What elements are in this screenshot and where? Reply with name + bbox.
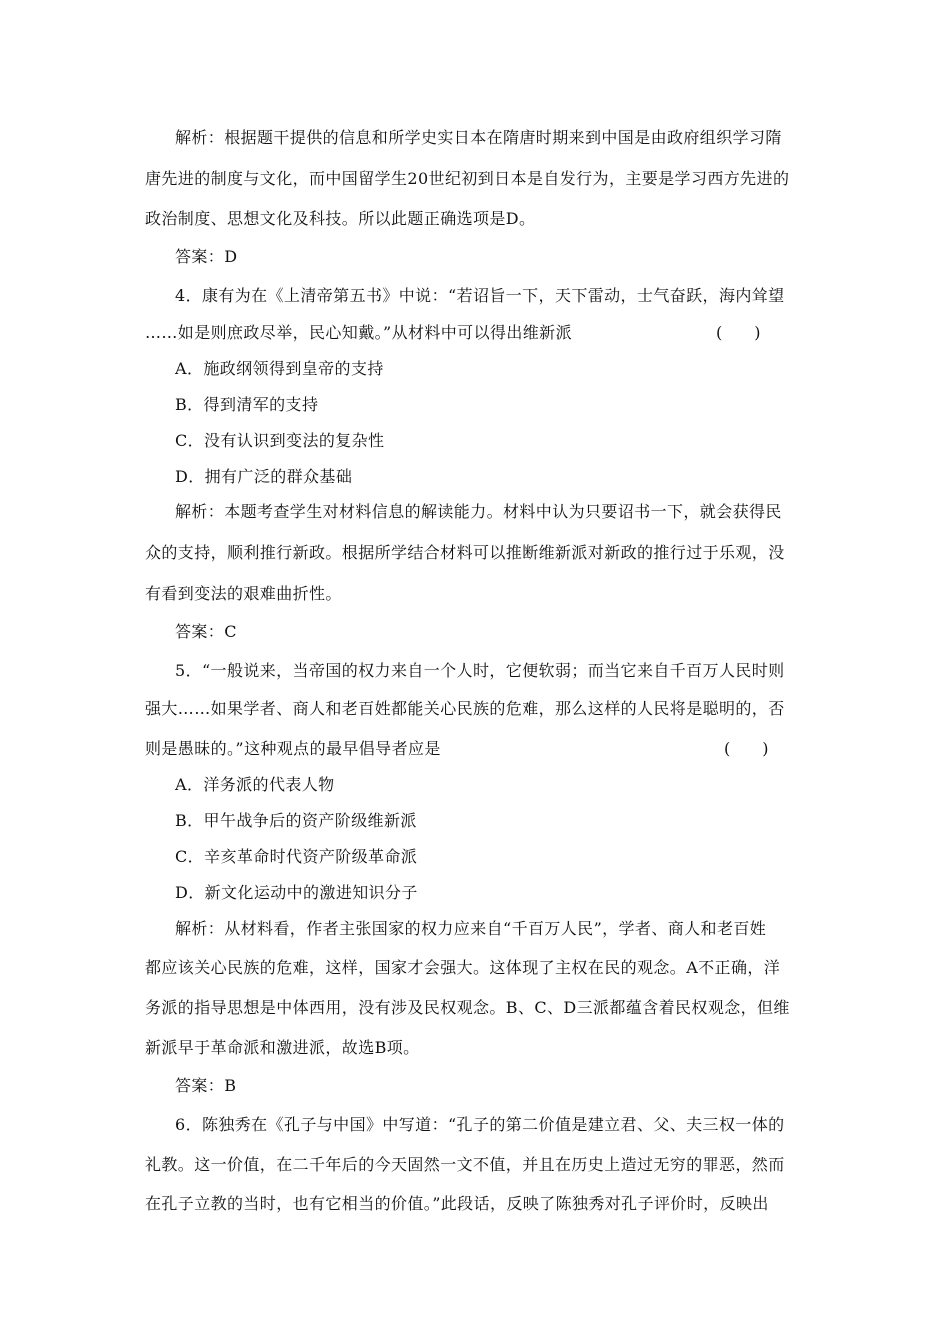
q5-analysis-line-3: 务派的指导思想是中体西用，没有涉及民权观念。B、C、D三派都蕴含着民权观念，但维 xyxy=(145,998,790,1017)
q4-answer: 答案：C xyxy=(175,622,237,641)
q5-answer: 答案：B xyxy=(175,1076,237,1095)
q5-option-b: B．甲午战争后的资产阶级维新派 xyxy=(175,811,417,830)
q5-stem-line-1: 5．“一般说来，当帝国的权力来自一个人时，它便软弱；而当它来自千百万人民时则 xyxy=(175,661,785,680)
q6-stem-line-1: 6．陈独秀在《孔子与中国》中写道：“孔子的第二价值是建立君、父、夫三权一体的 xyxy=(175,1115,785,1134)
q6-stem-line-2: 礼教。这一价值，在二千年后的今天固然一文不值，并且在历史上造过无穷的罪恶，然而 xyxy=(145,1155,785,1174)
q4-analysis-line-2: 众的支持，顺利推行新政。根据所学结合材料可以推断维新派对新政的推行过于乐观，没 xyxy=(145,543,785,562)
q5-analysis-line-4: 新派早于革命派和激进派，故选B项。 xyxy=(145,1038,420,1057)
q3-analysis-line-1: 解析：根据题干提供的信息和所学史实日本在隋唐时期来到中国是由政府组织学习隋 xyxy=(175,128,782,147)
q4-option-d: D．拥有广泛的群众基础 xyxy=(175,467,353,486)
q5-stem-line-2: 强大……如果学者、商人和老百姓都能关心民族的危难，那么这样的人民将是聪明的，否 xyxy=(145,699,785,718)
q4-option-a: A．施政纲领得到皇帝的支持 xyxy=(175,359,384,378)
q5-option-a: A．洋务派的代表人物 xyxy=(175,775,335,794)
q4-analysis-line-3: 有看到变法的艰难曲折性。 xyxy=(145,584,342,603)
q5-analysis-line-2: 都应该关心民族的危难，这样，国家才会强大。这体现了主权在民的观念。A不正确，洋 xyxy=(145,958,781,977)
q4-stem-line-1: 4．康有为在《上清帝第五书》中说：“若诏旨一下，天下雷动，士气奋跃，海内耸望 xyxy=(175,286,785,305)
q5-stem-line-3: 则是愚昧的。”这种观点的最早倡导者应是 xyxy=(145,739,441,758)
q6-stem-line-3: 在孔子立教的当时，也有它相当的价值。”此段话，反映了陈独秀对孔子评价时，反映出 xyxy=(145,1194,769,1213)
q3-answer: 答案：D xyxy=(175,247,238,266)
q5-option-d: D．新文化运动中的激进知识分子 xyxy=(175,883,418,902)
q5-answer-bracket: ( ) xyxy=(724,739,769,758)
q4-analysis-line-1: 解析：本题考查学生对材料信息的解读能力。材料中认为只要诏书一下，就会获得民 xyxy=(175,502,782,521)
q4-option-b: B．得到清军的支持 xyxy=(175,395,319,414)
q4-answer-bracket: ( ) xyxy=(716,323,761,342)
q5-option-c: C．辛亥革命时代资产阶级革命派 xyxy=(175,847,418,866)
q4-option-c: C．没有认识到变法的复杂性 xyxy=(175,431,385,450)
q5-analysis-line-1: 解析：从材料看，作者主张国家的权力应来自“千百万人民”，学者、商人和老百姓 xyxy=(175,919,767,938)
q3-analysis-line-2: 唐先进的制度与文化，而中国留学生20世纪初到日本是自发行为，主要是学习西方先进的 xyxy=(145,169,790,188)
q4-stem-line-2: ……如是则庶政尽举，民心知戴。”从材料中可以得出维新派 xyxy=(145,323,572,342)
q3-analysis-line-3: 政治制度、思想文化及科技。所以此题正确选项是D。 xyxy=(145,209,536,228)
